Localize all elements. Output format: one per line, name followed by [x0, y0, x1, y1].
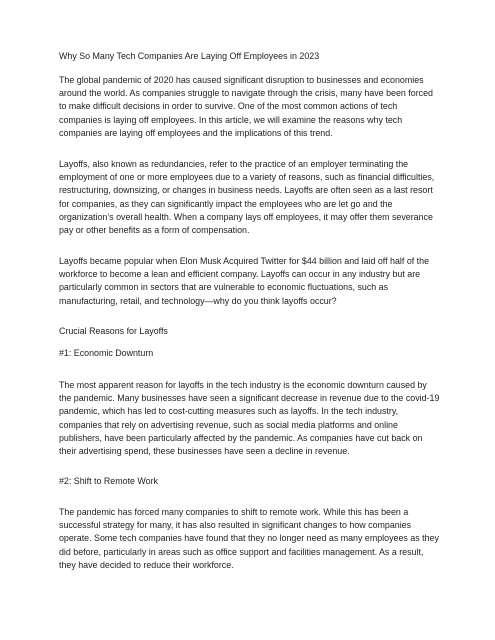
reason2-paragraph: The pandemic has forced many companies to shift to remote work. While this has been a successful strategy for many, it has also resulted in significant changes to how companies operate. Some tech companies have found that they no longer need as many employees as they did before, particularly in areas such as office support and facilities management. As a result, they have decided to reduce their workforce.	[59, 507, 439, 570]
document-title: Why So Many Tech Companies Are Laying Off Employees in 2023	[59, 51, 320, 61]
definition-paragraph: Layoffs, also known as redundancies, refer to the practice of an employer terminating the employment of one or more employees due to a variety of reasons, such as financial difficulties, restructuring, downsizing, or changes in business needs. Layoffs are often seen as a last resort for companies, as they can significantly impact the employees who are let go and the organization’s overall health. When a company lays off employees, it may offer them severance pay or other benefits as a form of compensation.	[59, 159, 435, 236]
section-heading: Crucial Reasons for Layoffs	[59, 326, 168, 336]
popularity-paragraph: Layoffs became popular when Elon Musk Acquired Twitter for $44 billion and laid off half of the workforce to become a lean and efficient company. Layoffs can occur in any industry but are particularly common in sectors that are vulnerable to economic fluctuations, such as manufacturing, retail, and technology—why do you think layoffs occur?	[59, 256, 430, 306]
reason1-paragraph: The most apparent reason for layoffs in the tech industry is the economic downturn caused by the pandemic. Many businesses have seen a significant decrease in revenue due to the covid-19 pandemic, which has led to cost-cutting measures such as layoffs. In the tech industry, companies that rely on advertising revenue, such as social media platforms and online publishers, have been particularly affected by the pandemic. As companies have cut back on their advertising spend, these businesses have seen a decline in revenue.	[59, 380, 440, 457]
reason2-heading: #2: Shift to Remote Work	[59, 476, 158, 486]
intro-paragraph: The global pandemic of 2020 has caused significant disruption to businesses and economies around the world. As companies struggle to navigate through the crisis, many have been forced to make difficult decisions in order to survive. One of the most common actions of tech companies is laying off employees. In this article, we will examine the reasons why tech companies are laying off employees and the implications of this trend.	[59, 75, 433, 138]
reason1-heading: #1: Economic Downturn	[59, 348, 154, 358]
